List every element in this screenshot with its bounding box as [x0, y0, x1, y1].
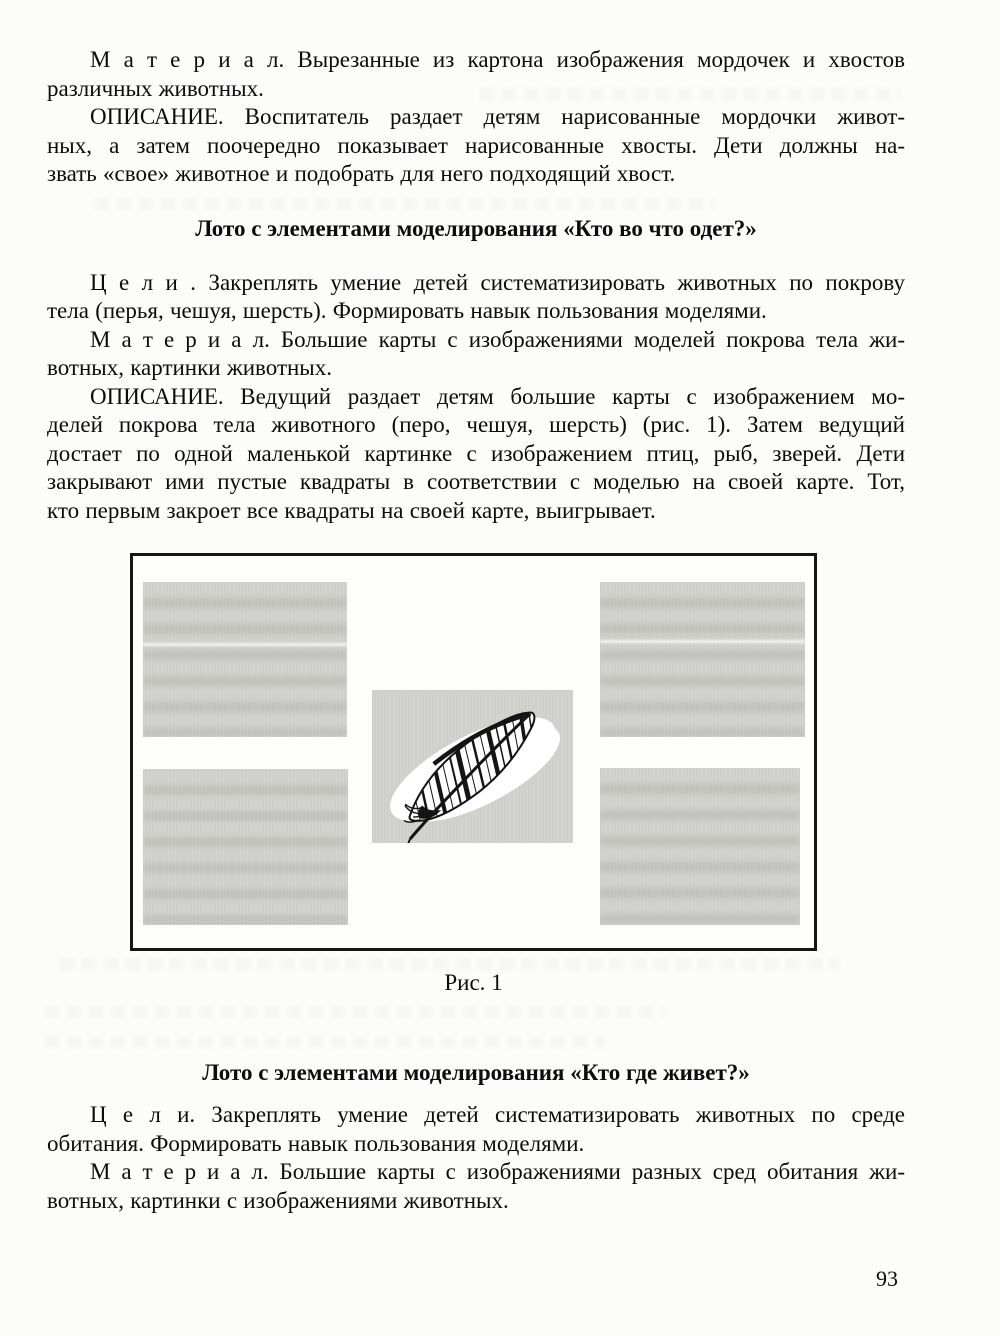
paragraph-material-3 — [47, 1158, 905, 1215]
lotto-cell-top-right — [600, 582, 805, 737]
text-line: ОПИСАНИЕ. Воспитатель раздает детям нарисованные мордочки живот- — [90, 104, 905, 129]
text-line: различных животных. — [47, 75, 264, 101]
paragraph-description-1 — [47, 103, 905, 189]
lotto-cell-top-left — [143, 582, 347, 737]
paragraph-goals-1 — [47, 269, 905, 326]
text-line: Ц е л и. Закреплять умение детей систематизировать животных по среде — [90, 1102, 905, 1127]
text-line: тела (перья, чешуя, шерсть). Формировать навык пользования моделями. — [47, 298, 767, 323]
scan-streak — [600, 640, 805, 643]
lotto-cell-bottom-right — [600, 768, 800, 925]
text-line: Ц е л и . Закреплять умение детей систематизировать животных по покрову — [90, 269, 905, 295]
paragraph-description-2 — [47, 383, 905, 526]
bleed-through-ghost — [600, 582, 805, 737]
text-line: кто первым закроет все квадраты на своей карте, выигрывает. — [47, 497, 656, 523]
text-line: звать «свое» животное и подобрать для него подходящий хвост. — [47, 161, 676, 186]
lotto-cell-bottom-left — [143, 769, 348, 925]
page-number: 93 — [876, 1266, 898, 1291]
figure-1 — [130, 553, 817, 997]
text-line: М а т е р и а л. Вырезанные из картона изображения мордочек и хвостов — [90, 47, 905, 72]
figure-caption: Рис. 1 — [444, 970, 503, 995]
text-line: М а т е р и а л. Большие карты с изображениями разных сред обитания жи- — [90, 1159, 905, 1184]
text-line: М а т е р и а л. Большие карты с изображениями моделей покрова тела жи- — [90, 326, 905, 352]
feather-illustration — [372, 690, 573, 843]
figure-box — [130, 553, 817, 951]
section-heading-kto-vo-chto-odet: Лото с элементами моделирования «Кто во что одет?» — [195, 215, 757, 241]
scan-streak — [143, 643, 347, 646]
text-line: достает по одной маленькой картинке с изображением птиц, рыб, зверей. Дети — [47, 440, 905, 466]
text-line: ных, а затем поочередно показывает нарисованные хвосты. Дети должны на- — [47, 132, 905, 158]
text-line: делей покрова тела животного (перо, чешуя, шерсть) (рис. 1). Затем ведущий — [47, 412, 905, 437]
text-line: вотных, картинки с изображениями животных. — [47, 1187, 509, 1213]
text-line: закрывают ими пустые квадраты в соответствии с моделью на своей карте. Тот, — [47, 469, 905, 494]
section-heading-kto-gde-zhivet: Лото с элементами моделирования «Кто где живет?» — [202, 1060, 750, 1085]
paragraph-material-1 — [47, 46, 905, 103]
paragraph-goals-2 — [47, 1101, 905, 1158]
text-line: обитания. Формировать навык пользования моделями. — [47, 1130, 585, 1156]
lotto-cell-feather-model — [372, 690, 573, 843]
text-line: ОПИСАНИЕ. Ведущий раздает детям большие карты с изображением мо- — [90, 383, 905, 409]
text-line: вотных, картинки животных. — [47, 355, 333, 380]
bleed-through-ghost — [143, 769, 348, 925]
bleed-through-ghost — [143, 582, 347, 737]
paragraph-material-2 — [47, 326, 905, 383]
bleed-through-ghost — [600, 768, 800, 925]
